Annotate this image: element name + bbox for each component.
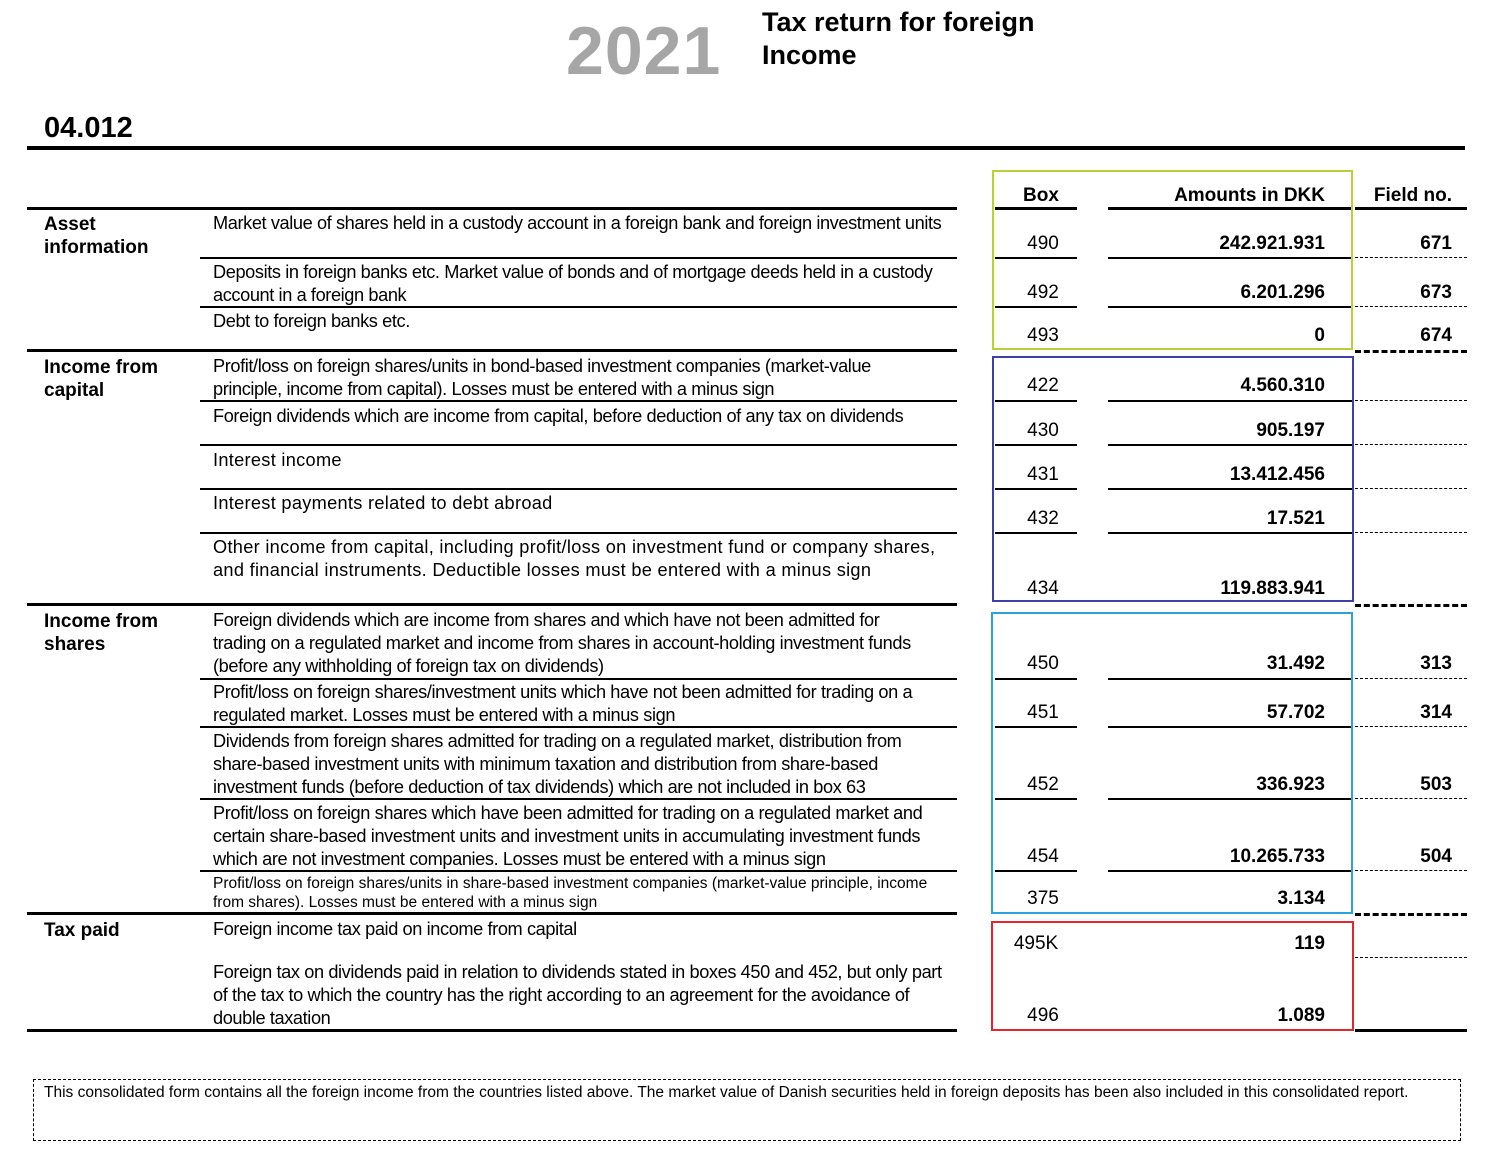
section-income-from-shares: Income from shares bbox=[44, 611, 159, 655]
amount-value: 31.492 bbox=[1266, 653, 1325, 674]
tax-year: 2021 bbox=[566, 13, 722, 89]
field-number: 671 bbox=[1420, 233, 1452, 254]
field-rule bbox=[1355, 444, 1467, 445]
form-title-line2: Income bbox=[762, 40, 857, 70]
section-tax-paid: Tax paid bbox=[44, 920, 120, 941]
field-rule bbox=[1355, 257, 1467, 258]
box-number: 495K bbox=[1013, 933, 1059, 954]
row-rule bbox=[200, 400, 957, 402]
amount-value: 119 bbox=[1294, 933, 1325, 954]
row-rule bbox=[200, 306, 957, 308]
column-header-box: Box bbox=[1023, 185, 1059, 206]
section-rule-capital bbox=[27, 349, 957, 352]
row-description: Profit/loss on foreign shares/investment units which have not been admitted for trading on a regulated market. Losses must be entered with a minus sign bbox=[213, 682, 913, 725]
row-rule bbox=[200, 870, 957, 872]
box-number: 496 bbox=[1027, 1005, 1059, 1026]
field-rule bbox=[1355, 726, 1467, 727]
row-description: Interest payments related to debt abroad bbox=[213, 493, 553, 513]
amount-value: 57.702 bbox=[1266, 702, 1325, 723]
row-rule bbox=[200, 678, 957, 680]
section-rule-shares bbox=[27, 603, 957, 606]
section-rule-tax bbox=[27, 912, 957, 915]
row-description: Other income from capital, including profit/loss on investment fund or company shares, and financial instruments. Deductible losses must be entered with a minus sign bbox=[213, 537, 936, 580]
row-rule bbox=[200, 488, 957, 490]
row-description: Foreign income tax paid on income from capital bbox=[213, 919, 577, 939]
highlight-frame-tax bbox=[991, 921, 1354, 1031]
field-rule bbox=[1355, 306, 1467, 307]
row-description: Market value of shares held in a custody account in a foreign bank and foreign investment units bbox=[213, 213, 942, 233]
highlight-frame-shares bbox=[991, 612, 1353, 914]
field-number: 673 bbox=[1420, 282, 1452, 303]
row-rule bbox=[200, 798, 957, 800]
box-number: 450 bbox=[1027, 653, 1059, 674]
section-dash-tax bbox=[1355, 913, 1467, 916]
amount-value: 10.265.733 bbox=[1229, 846, 1325, 867]
box-number: 430 bbox=[1027, 420, 1059, 441]
amount-value: 336.923 bbox=[1256, 774, 1325, 795]
amount-value: 119.883.941 bbox=[1220, 578, 1325, 599]
section-dash-shares bbox=[1355, 604, 1467, 607]
row-description: Profit/loss on foreign shares which have been admitted for trading on a regulated market and certain share-based investment units and investment units in accumulating investment funds which are not investment companies. Losses must be entered with a minus sign bbox=[213, 803, 923, 869]
field-rule bbox=[1355, 400, 1467, 401]
row-rule bbox=[200, 532, 957, 534]
form-code: 04.012 bbox=[44, 112, 133, 144]
row-rule bbox=[200, 444, 957, 446]
row-description: Foreign dividends which are income from capital, before deduction of any tax on dividends bbox=[213, 406, 904, 426]
form-title-line1: Tax return for foreign bbox=[762, 7, 1035, 37]
header-rule bbox=[27, 146, 1465, 150]
row-description: Interest income bbox=[213, 450, 342, 470]
box-number: 422 bbox=[1027, 375, 1059, 396]
column-header-amount: Amounts in DKK bbox=[1174, 185, 1325, 206]
box-number: 431 bbox=[1027, 464, 1059, 485]
row-description: Profit/loss on foreign shares/units in share-based investment companies (market-value principle, income from shares). Losses must be entered with a minus sign bbox=[213, 875, 928, 911]
field-number: 313 bbox=[1420, 653, 1452, 674]
box-number: 492 bbox=[1027, 282, 1059, 303]
field-number: 503 bbox=[1420, 774, 1452, 795]
row-description: Deposits in foreign banks etc. Market value of bonds and of mortgage deeds held in a custody account in a foreign bank bbox=[213, 262, 933, 305]
table-bottom-rule-right bbox=[1355, 1029, 1467, 1032]
box-number: 490 bbox=[1027, 233, 1059, 254]
box-number: 375 bbox=[1027, 888, 1059, 909]
section-asset-information: Asset information bbox=[44, 214, 149, 258]
amount-value: 13.412.456 bbox=[1229, 464, 1325, 485]
highlight-frame-capital bbox=[992, 356, 1354, 602]
row-description: Debt to foreign banks etc. bbox=[213, 311, 410, 331]
field-rule bbox=[1355, 798, 1467, 799]
amount-value: 4.560.310 bbox=[1240, 375, 1325, 396]
column-header-field: Field no. bbox=[1373, 185, 1452, 206]
box-number: 434 bbox=[1027, 578, 1059, 599]
field-number: 504 bbox=[1420, 846, 1452, 867]
row-description: Foreign dividends which are income from shares and which have not been admitted for trading on a regulated market and income from shares in account-holding investment funds (before any withholding of foreign tax on dividends) bbox=[213, 610, 911, 676]
row-rule bbox=[200, 726, 957, 728]
amount-value: 17.521 bbox=[1266, 508, 1325, 529]
amount-value: 0 bbox=[1314, 325, 1325, 346]
amount-value: 905.197 bbox=[1256, 420, 1325, 441]
amount-value: 3.134 bbox=[1277, 888, 1325, 909]
consolidated-note: This consolidated form contains all the foreign income from the countries listed above. The market value of Danish securities held in foreign deposits has been also included in this consolidated report. bbox=[33, 1079, 1461, 1141]
field-number: 314 bbox=[1420, 702, 1452, 723]
field-number: 674 bbox=[1420, 325, 1452, 346]
box-number: 432 bbox=[1027, 508, 1059, 529]
field-rule bbox=[1355, 957, 1467, 958]
box-number: 451 bbox=[1027, 702, 1059, 723]
amount-value: 1.089 bbox=[1277, 1005, 1325, 1026]
highlight-frame-asset bbox=[992, 170, 1353, 350]
field-rule bbox=[1355, 678, 1467, 679]
row-description: Dividends from foreign shares admitted for trading on a regulated market, distribution from share-based investment units with minimum taxation and distribution from share-based investment funds (before deduction of tax dividends) which are not included in box 63 bbox=[213, 731, 902, 797]
box-number: 452 bbox=[1027, 774, 1059, 795]
amount-value: 6.201.296 bbox=[1240, 282, 1325, 303]
section-income-from-capital: Income from capital bbox=[44, 357, 159, 401]
field-rule bbox=[1355, 488, 1467, 489]
field-rule bbox=[1355, 532, 1467, 533]
box-number: 493 bbox=[1027, 325, 1059, 346]
row-description: Foreign tax on dividends paid in relation to dividends stated in boxes 450 and 452, but only part of the tax to which the country has the right according to an agreement for the avoidance of double taxation bbox=[213, 962, 942, 1028]
table-top-rule-desc bbox=[27, 207, 957, 210]
row-rule bbox=[200, 257, 957, 259]
form-title bbox=[762, 6, 1035, 72]
row-description: Profit/loss on foreign shares/units in bond-based investment companies (market-value principle, income from capital). Losses must be entered with a minus sign bbox=[213, 356, 871, 399]
box-number: 454 bbox=[1027, 846, 1059, 867]
section-dash-capital bbox=[1355, 350, 1467, 353]
table-top-rule-field bbox=[1355, 207, 1467, 210]
amount-value: 242.921.931 bbox=[1219, 233, 1325, 254]
field-rule bbox=[1355, 870, 1467, 871]
